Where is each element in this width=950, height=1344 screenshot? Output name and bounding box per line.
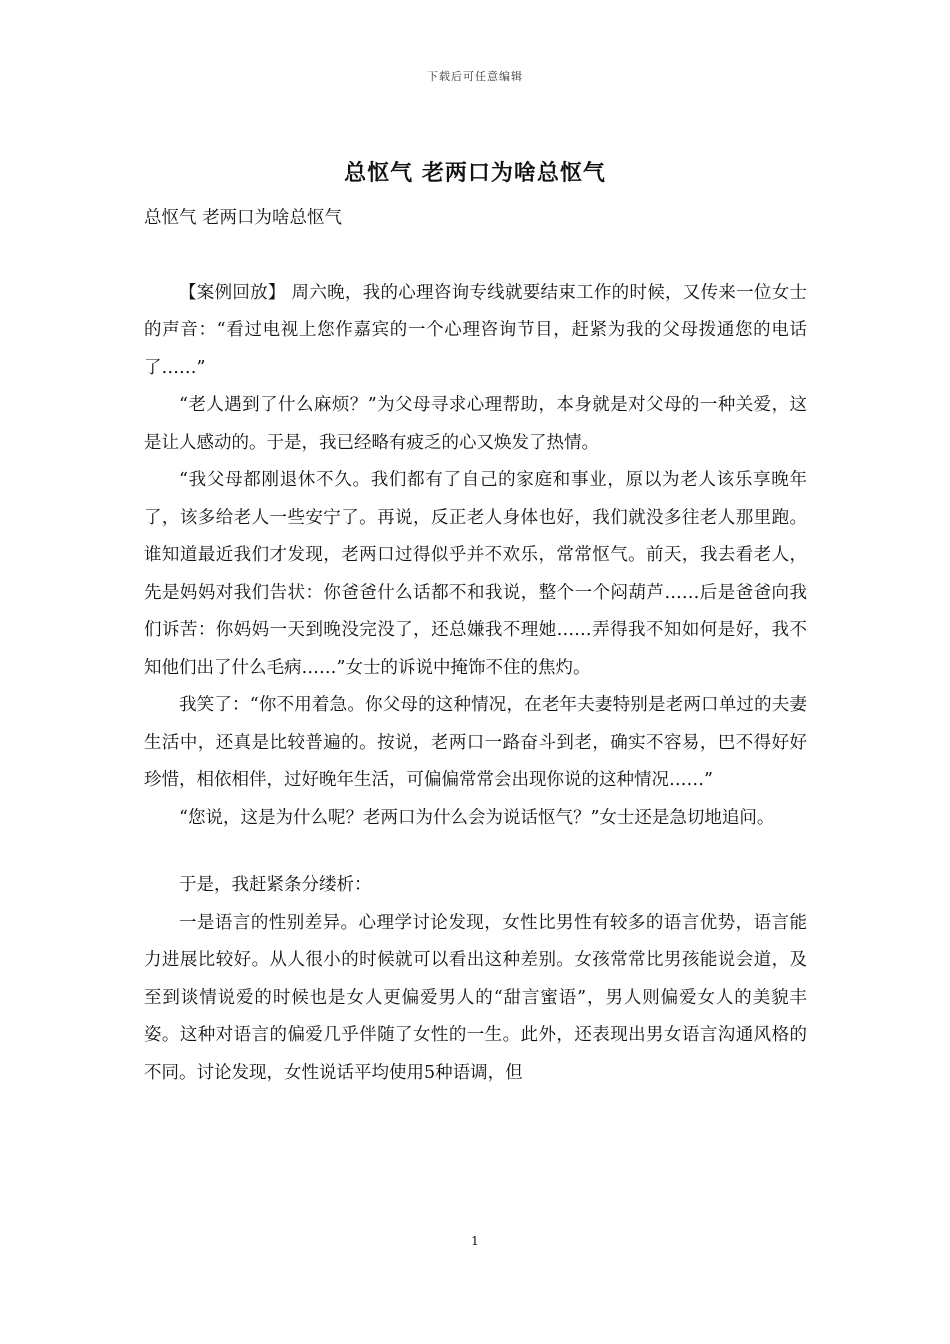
document-body bbox=[144, 200, 807, 1092]
page-number: 1 bbox=[471, 1234, 479, 1248]
document-title: 总怄气 老两口为啥总怄气 bbox=[344, 160, 606, 186]
paragraph-case-review: 【案例回放】 周六晚，我的心理咨询专线就要结束工作的时候，又传来一位女士的声音：“看过电视上您作嘉宾的一个心理咨询节目，赶紧为我的父母拨通您的电话了……” bbox=[144, 282, 807, 378]
paragraph: 于是，我赶紧条分缕析： bbox=[179, 875, 372, 895]
paragraph: “您说，这是为什么呢？老两口为什么会为说话怄气？”女士还是急切地追问。 bbox=[179, 807, 775, 828]
paragraph: 我笑了：“你不用着急。你父母的这种情况，在老年夫妻特别是老两口单过的夫妻生活中，还真是比较普遍的。按说，老两口一路奋斗到老，确实不容易，巴不得好好珍惜，相依相伴，过好晚年生活，可偏偏常常会出现你说的这种情况……” bbox=[144, 695, 807, 790]
paragraph: “老人遇到了什么麻烦？”为父母寻求心理帮助，本身就是对父母的一种关爱，这是让人感动的。于是，我已经略有疲乏的心又焕发了热情。 bbox=[144, 395, 807, 453]
document-subtitle: 总怄气 老两口为啥总怄气 bbox=[144, 208, 343, 228]
paragraph: “我父母都刚退休不久。我们都有了自己的家庭和事业，原以为老人该乐享晚年了，该多给老人一些安宁了。再说，反正老人身体也好，我们就没多往老人那里跑。谁知道最近我们才发现，老两口过得似乎并不欢乐，常常怄气。前天，我去看老人，先是妈妈对我们告状：你爸爸什么话都不和我说，整个一个闷葫芦……后是爸爸向我们诉苦：你妈妈一天到晚没完没了，还总嫌我不理她……弄得我不知如何是好，我不知他们出了什么毛病……”女士的诉说中掩饰不住的焦灼。 bbox=[144, 470, 807, 678]
header-note: 下载后可任意编辑 bbox=[427, 70, 523, 83]
paragraph: 一是语言的性别差异。心理学讨论发现，女性比男性有较多的语言优势，语言能力进展比较好。从人很小的时候就可以看出这种差别。女孩常常比男孩能说会道，及至到谈情说爱的时候也是女人更偏爱男人的“甜言蜜语”，男人则偏爱女人的美貌丰姿。这种对语言的偏爱几乎伴随了女性的一生。此外，还表现出男女语言沟通风格的不同。讨论发现，女性说话平均使用5种语调，但 bbox=[144, 912, 807, 1083]
